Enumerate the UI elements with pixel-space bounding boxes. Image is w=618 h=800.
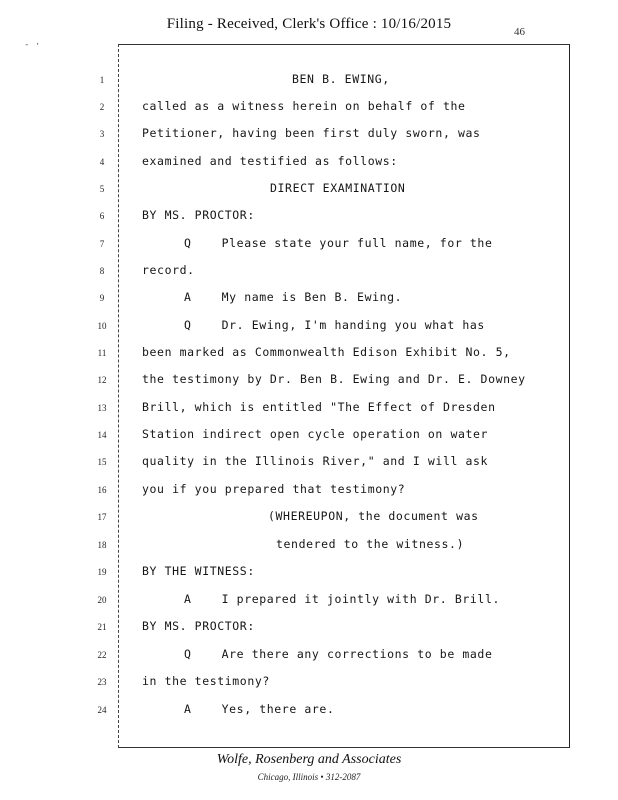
line-number: 21	[97, 622, 107, 632]
line-number: 8	[99, 266, 105, 276]
transcript-line: Q Are there any corrections to be made	[184, 647, 493, 661]
page-number: 46	[514, 26, 525, 38]
transcript-line: quality in the Illinois River," and I will ask	[142, 454, 489, 468]
line-number: 11	[97, 348, 107, 358]
transcript-line: A I prepared it jointly with Dr. Brill.	[184, 592, 500, 606]
margin-mark: - ·	[24, 40, 41, 50]
line-number: 9	[99, 293, 105, 303]
transcript-line: Station indirect open cycle operation on water	[142, 427, 489, 441]
line-number: 15	[97, 457, 107, 467]
line-number: 14	[97, 430, 107, 440]
transcript-line: BEN B. EWING,	[292, 72, 390, 86]
line-number: 4	[99, 157, 105, 167]
line-number: 3	[99, 129, 105, 139]
transcript-line: Brill, which is entitled "The Effect of Dresden	[142, 400, 496, 414]
line-number: 24	[97, 705, 107, 715]
line-number: 19	[97, 567, 107, 577]
transcript-line: called as a witness herein on behalf of the	[142, 99, 466, 113]
line-number: 23	[97, 677, 107, 687]
filing-stamp-header: Filing - Received, Clerk's Office : 10/16/2015	[166, 16, 452, 32]
transcript-line: examined and testified as follows:	[142, 154, 398, 168]
line-number: 22	[97, 650, 107, 660]
transcript-line: A My name is Ben B. Ewing.	[184, 290, 403, 304]
line-number: 12	[97, 375, 107, 385]
line-number: 5	[99, 184, 105, 194]
transcript-line: Q Please state your full name, for the	[184, 236, 493, 250]
line-number: 18	[97, 540, 107, 550]
line-number: 10	[97, 321, 107, 331]
line-number: 13	[97, 403, 107, 413]
transcript-line: in the testimony?	[142, 674, 270, 688]
transcript-line: Q Dr. Ewing, I'm handing you what has	[184, 318, 485, 332]
transcript-frame	[118, 44, 570, 748]
line-number: 17	[97, 512, 107, 522]
line-number: 1	[99, 75, 105, 85]
transcript-line: you if you prepared that testimony?	[142, 482, 406, 496]
transcript-line: been marked as Commonwealth Edison Exhibit No. 5,	[142, 345, 511, 359]
line-number: 16	[97, 485, 107, 495]
line-number: 7	[99, 239, 105, 249]
transcript-line: A Yes, there are.	[184, 702, 335, 716]
transcript-line: record.	[142, 263, 195, 277]
transcript-line: DIRECT EXAMINATION	[270, 181, 406, 195]
transcript-line: BY THE WITNESS:	[142, 564, 255, 578]
court-reporter-firm: Wolfe, Rosenberg and Associates	[216, 752, 402, 767]
transcript-line: tendered to the witness.)	[276, 537, 465, 551]
line-number: 2	[99, 102, 105, 112]
transcript-line: Petitioner, having been first duly sworn, was	[142, 126, 481, 140]
transcript-line: (WHEREUPON, the document was	[268, 509, 479, 523]
line-number: 6	[99, 211, 105, 221]
transcript-line: BY MS. PROCTOR:	[142, 208, 255, 222]
line-number: 20	[97, 595, 107, 605]
transcript-line: the testimony by Dr. Ben B. Ewing and Dr. E. Downey	[142, 372, 526, 386]
transcript-line: BY MS. PROCTOR:	[142, 619, 255, 633]
court-reporter-location: Chicago, Illinois • 312-2087	[257, 772, 361, 782]
